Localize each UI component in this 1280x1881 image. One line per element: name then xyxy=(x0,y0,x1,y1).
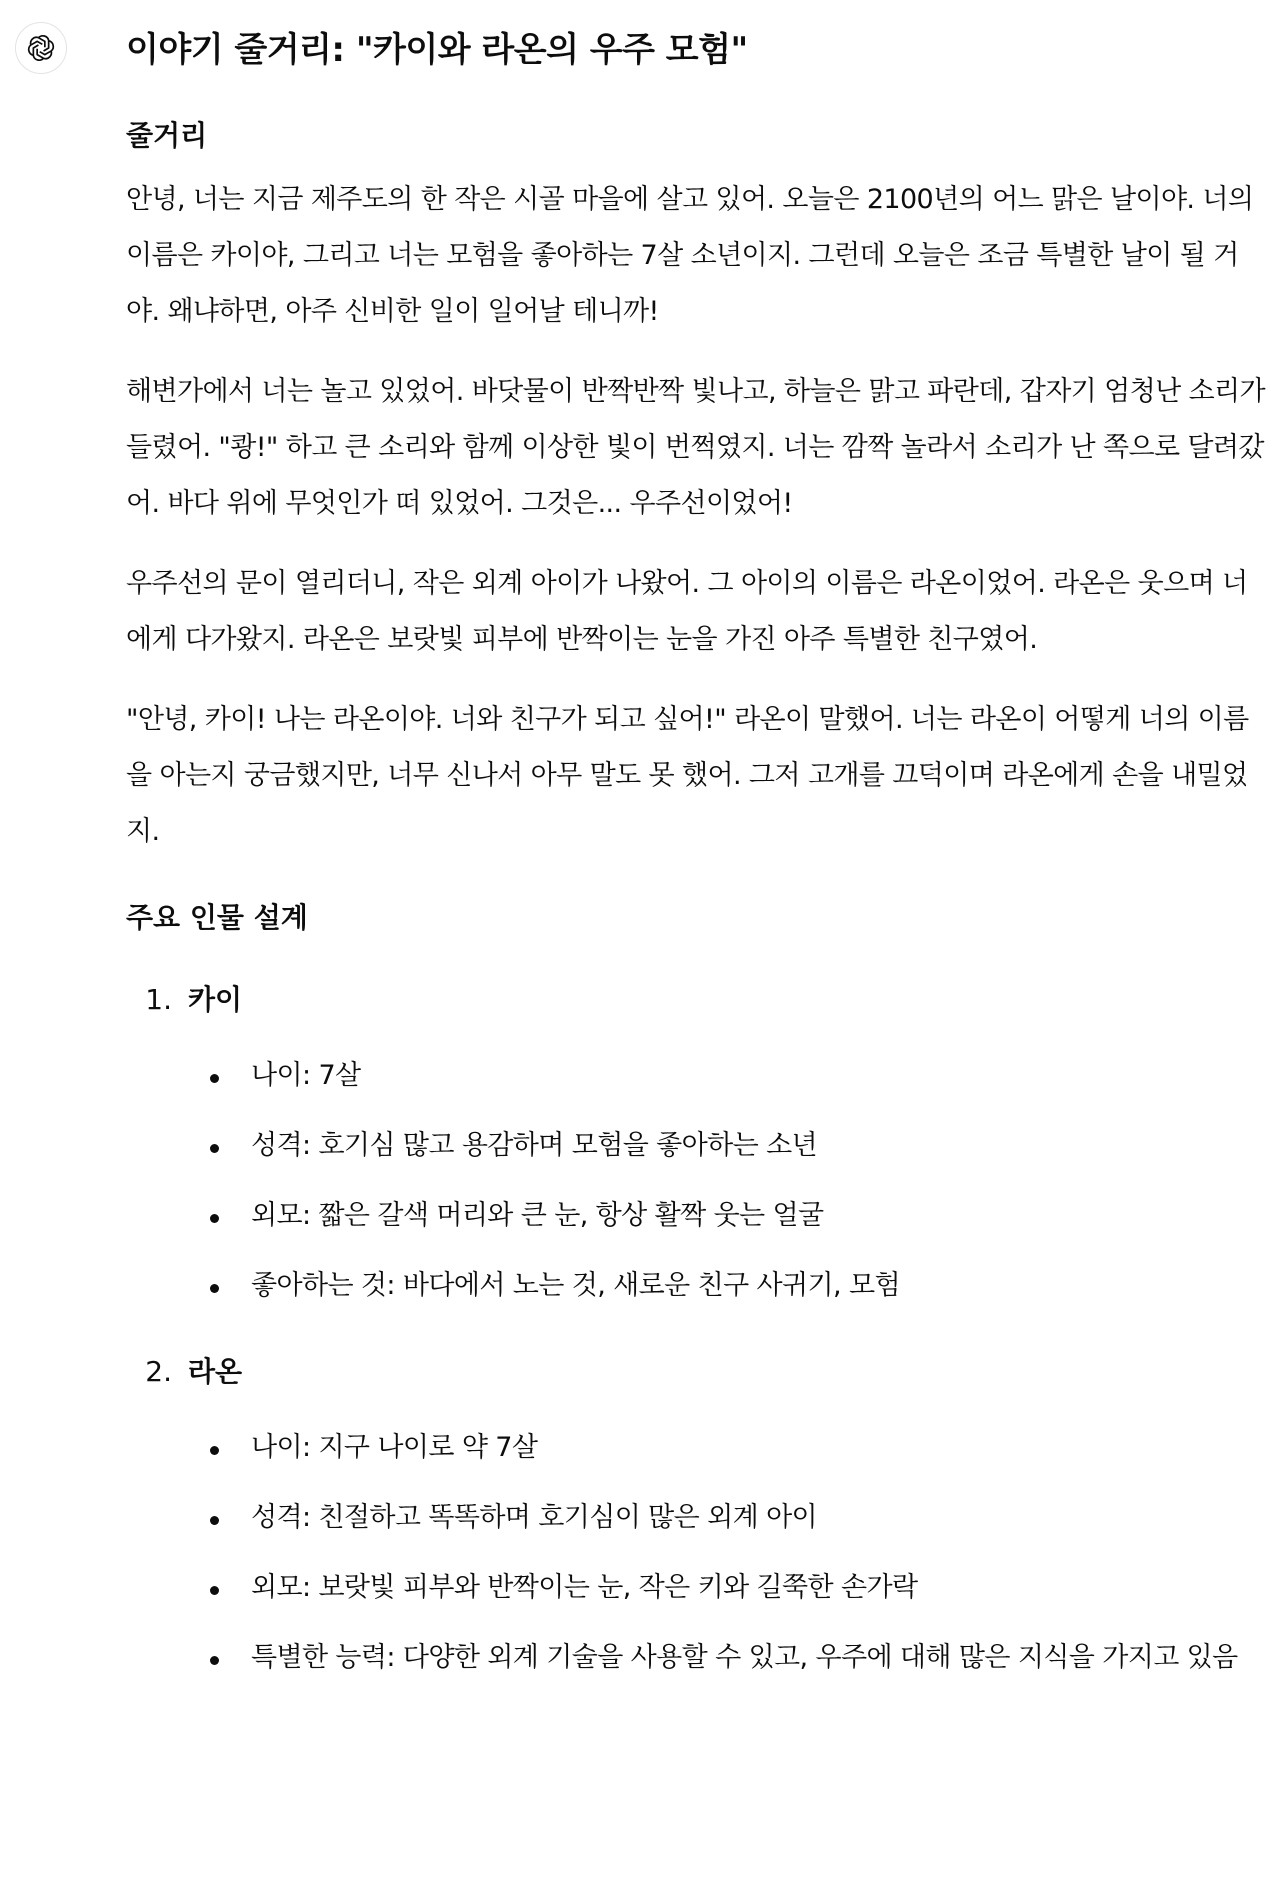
trait-text: 성격: 친절하고 똑똑하며 호기심이 많은 외계 아이 xyxy=(251,1502,818,1533)
trait-text: 좋아하는 것: 바다에서 노는 것, 새로운 친구 사귀기, 모험 xyxy=(251,1270,900,1301)
character-item-kai xyxy=(126,976,1266,1314)
trait-text: 성격: 호기심 많고 용감하며 모험을 좋아하는 소년 xyxy=(251,1130,818,1161)
list-number: 2. xyxy=(145,1355,172,1388)
list-item xyxy=(126,1560,1266,1616)
character-item-raon xyxy=(126,1348,1266,1686)
trait-list xyxy=(126,1420,1266,1686)
list-item xyxy=(126,1258,1266,1314)
bullet-icon xyxy=(210,1446,219,1455)
bullet-icon xyxy=(210,1656,219,1665)
trait-text: 외모: 짧은 갈색 머리와 큰 눈, 항상 활짝 웃는 얼굴 xyxy=(251,1200,824,1231)
plot-paragraph-4: "안녕, 카이! 나는 라온이야. 너와 친구가 되고 싶어!" 라온이 말했어. 너는 라온이 어떻게 너의 이름을 아는지 궁금했지만, 너무 신나서 아무 말도 못 했어. 그저 고개를 끄덕이며 라온에게 손을 내밀었지. xyxy=(126,704,1249,847)
bullet-icon xyxy=(210,1144,219,1153)
bullet-icon xyxy=(210,1074,219,1083)
trait-text: 특별한 능력: 다양한 외계 기술을 사용할 수 있고, 우주에 대해 많은 지식을 가지고 있음 xyxy=(251,1642,1238,1673)
trait-text: 나이: 7살 xyxy=(251,1060,361,1091)
bullet-icon xyxy=(210,1586,219,1595)
bullet-icon xyxy=(210,1516,219,1525)
trait-text: 나이: 지구 나이로 약 7살 xyxy=(251,1432,538,1463)
list-item xyxy=(126,1118,1266,1174)
list-item xyxy=(126,1630,1266,1686)
plot-heading: 줄거리 xyxy=(126,119,208,152)
list-item xyxy=(126,1048,1266,1104)
list-number: 1. xyxy=(145,983,172,1016)
bullet-icon xyxy=(210,1284,219,1293)
assistant-avatar xyxy=(15,22,67,74)
character-header xyxy=(126,976,1266,1024)
list-item xyxy=(126,1490,1266,1546)
trait-list xyxy=(126,1048,1266,1314)
plot-paragraph-1: 안녕, 너는 지금 제주도의 한 작은 시골 마을에 살고 있어. 오늘은 2100년의 어느 맑은 날이야. 너의 이름은 카이야, 그리고 너는 모험을 좋아하는 7살 소년이지. 그런데 오늘은 조금 특별한 날이 될 거야. 왜냐하면, 아주 신비한 일이 일어날 테니까! xyxy=(126,184,1254,327)
list-item xyxy=(126,1188,1266,1244)
character-name: 카이 xyxy=(188,983,243,1016)
bullet-icon xyxy=(210,1214,219,1223)
character-list xyxy=(126,976,1266,1686)
message-title: 이야기 줄거리: "카이와 라온의 우주 모험" xyxy=(126,30,748,70)
plot-paragraph-2: 해변가에서 너는 놀고 있었어. 바닷물이 반짝반짝 빛나고, 하늘은 맑고 파란데, 갑자기 엄청난 소리가 들렸어. "쾅!" 하고 큰 소리와 함께 이상한 빛이 번쩍였지. 너는 깜짝 놀라서 소리가 난 쪽으로 달려갔어. 바다 위에 무엇인가 떠 있었어. 그것은... 우주선이었어! xyxy=(126,376,1266,519)
trait-text: 외모: 보랏빛 피부와 반짝이는 눈, 작은 키와 길쭉한 손가락 xyxy=(251,1572,918,1603)
assistant-message xyxy=(126,22,1266,1686)
character-name: 라온 xyxy=(188,1355,243,1388)
characters-heading: 주요 인물 설계 xyxy=(126,901,308,934)
openai-logo-icon xyxy=(24,31,58,65)
plot-paragraph-3: 우주선의 문이 열리더니, 작은 외계 아이가 나왔어. 그 아이의 이름은 라온이었어. 라온은 웃으며 너에게 다가왔지. 라온은 보랏빛 피부에 반짝이는 눈을 가진 아주 특별한 친구였어. xyxy=(126,568,1248,655)
list-item xyxy=(126,1420,1266,1476)
character-header xyxy=(126,1348,1266,1396)
